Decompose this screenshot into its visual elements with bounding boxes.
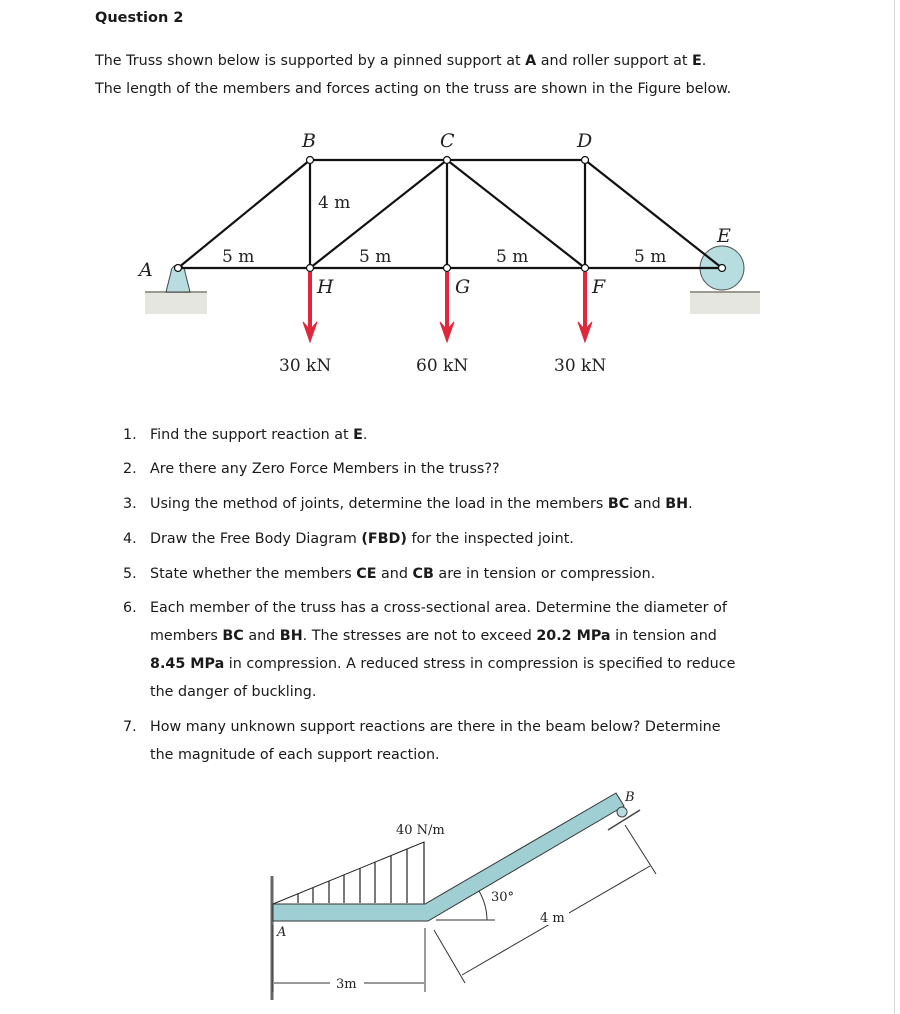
dim-4m-ext2 <box>625 825 656 874</box>
bold-term: (FBD) <box>361 531 407 547</box>
text-segment: in tension and <box>610 628 717 644</box>
question-text <box>150 566 655 582</box>
truss-diagram <box>137 130 760 376</box>
node-label-C: C <box>440 130 455 152</box>
load-arrows <box>303 272 592 342</box>
question-number: 4. <box>123 531 137 547</box>
bold-term: A <box>525 53 537 69</box>
text-segment: for the inspected joint. <box>406 531 574 547</box>
beam-diagram <box>272 790 656 1000</box>
text-segment: members <box>150 628 223 644</box>
support-label-b: B <box>625 790 635 805</box>
question-text <box>150 747 440 763</box>
text-segment: Each member of the truss has a cross-sectional area. Determine the diameter of <box>150 600 727 616</box>
node-label-A: A <box>139 259 153 281</box>
angle-arc <box>479 891 487 920</box>
load-label-H: 30 kN <box>279 356 332 376</box>
text-segment: and <box>243 628 280 644</box>
text-segment: Draw the Free Body Diagram <box>150 531 362 547</box>
question-number: 2. <box>123 461 137 477</box>
question-number: 7. <box>123 719 137 735</box>
dim-4m-ext1 <box>434 930 465 983</box>
support-label-a: A <box>277 925 287 940</box>
span-label-4: 5 m <box>634 247 667 267</box>
bold-term: E <box>353 427 363 443</box>
text-segment: How many unknown support reactions are there in the beam below? Determine <box>150 719 721 735</box>
span-label-1: 5 m <box>222 247 255 267</box>
bold-term: E <box>692 53 702 69</box>
text-segment: The length of the members and forces acting on the truss are shown in the Figure below. <box>95 81 732 97</box>
text-segment: . <box>701 53 707 69</box>
bold-term: BC <box>607 496 630 512</box>
text-segment: Are there any Zero Force Members in the truss?? <box>150 461 500 477</box>
beam <box>273 793 624 921</box>
node-label-H: H <box>317 276 334 298</box>
text-segment: and roller support at <box>536 53 693 69</box>
load-label-G: 60 kN <box>416 356 469 376</box>
bold-term: 20.2 MPa <box>536 628 611 644</box>
node-label-F: F <box>592 276 606 298</box>
bold-term: BH <box>665 496 689 512</box>
text-segment: and <box>376 566 413 582</box>
question-text <box>150 719 721 735</box>
text-segment: . <box>688 496 693 512</box>
question-text <box>150 628 717 644</box>
question-text <box>150 656 735 672</box>
span-label-2: 5 m <box>359 247 392 267</box>
ground-a <box>145 292 207 314</box>
angle-label: 30° <box>491 890 515 905</box>
text-segment: The Truss shown below is supported by a pinned support at <box>95 53 526 69</box>
text-segment: in compression. A reduced stress in compression is specified to reduce <box>224 656 736 672</box>
question-heading: Question 2 <box>95 10 184 26</box>
bold-term: BC <box>222 628 244 644</box>
text-segment: . <box>362 427 368 443</box>
text-segment: and <box>629 496 666 512</box>
question-number: 1. <box>123 427 137 443</box>
load-label-F: 30 kN <box>554 356 607 376</box>
question-text <box>150 427 367 443</box>
node-label-E: E <box>717 225 731 247</box>
horizontal-length-label: 3m <box>336 977 357 992</box>
joint-B <box>307 157 314 164</box>
node-label-G: G <box>455 276 471 298</box>
node-label-D: D <box>577 130 593 152</box>
incline-length-label: 4 m <box>540 911 565 926</box>
joint-A <box>175 265 182 272</box>
text-segment: the magnitude of each support reaction. <box>150 747 440 763</box>
text-segment: Find the support reaction at <box>150 427 354 443</box>
question-number: 5. <box>123 566 137 582</box>
question-text <box>150 496 693 512</box>
text-segment: the danger of buckling. <box>150 684 317 700</box>
roller-support-b <box>617 807 627 817</box>
distributed-load-arrows <box>298 842 424 903</box>
joint-C <box>444 157 451 164</box>
question-text <box>150 684 316 700</box>
joint-E <box>719 265 726 272</box>
question-text <box>150 600 727 616</box>
joint-G <box>444 265 451 272</box>
bold-term: CB <box>412 566 434 582</box>
question-number: 6. <box>123 600 137 616</box>
text-segment: . The stresses are not to exceed <box>302 628 537 644</box>
height-label: 4 m <box>318 193 351 213</box>
span-label-3: 5 m <box>496 247 529 267</box>
text-segment: State whether the members <box>150 566 357 582</box>
joint-D <box>582 157 589 164</box>
question-number: 3. <box>123 496 137 512</box>
bold-term: BH <box>279 628 303 644</box>
load-intensity-label: 40 N/m <box>396 823 445 838</box>
distributed-load-outline <box>273 842 424 904</box>
question-text <box>150 461 500 477</box>
bold-term: CE <box>356 566 377 582</box>
text-segment: are in tension or compression. <box>433 566 656 582</box>
node-label-B: B <box>302 130 316 152</box>
text-segment: Using the method of joints, determine the load in the members <box>150 496 608 512</box>
joint-F <box>582 265 589 272</box>
ground-e <box>690 292 760 314</box>
joint-H <box>307 265 314 272</box>
question-text <box>150 531 574 547</box>
bold-term: 8.45 MPa <box>150 656 225 672</box>
